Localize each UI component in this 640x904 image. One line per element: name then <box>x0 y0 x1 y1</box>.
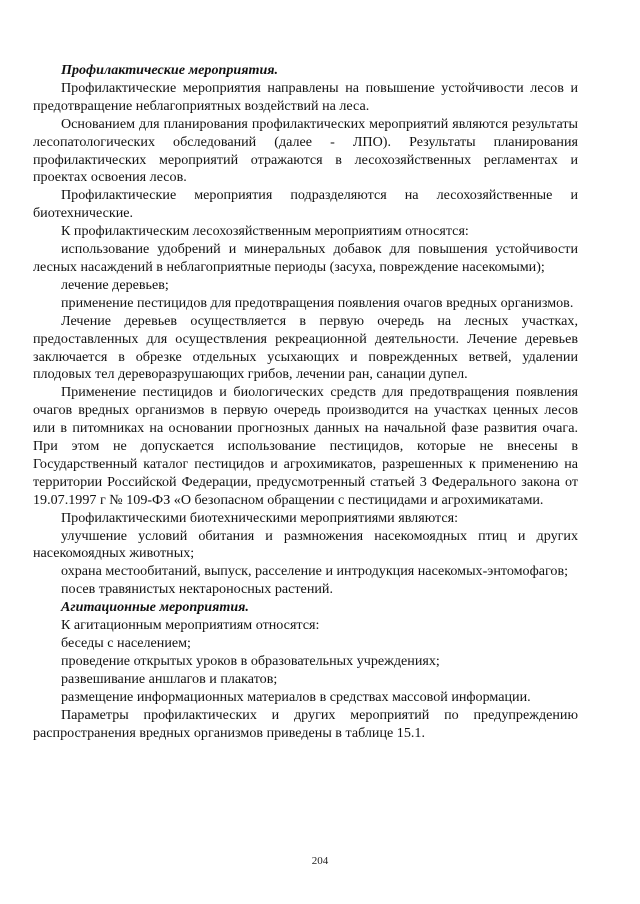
paragraph: Применение пестицидов и биологических средств для предотвращения появления очагов вредных организмов в первую очередь производится на участках ценных лесов или в питомниках на основании прогнозных данных на начальной фазе развития очага. При этом не допускается использование пестицидов, которые не внесены в Государственный каталог пестицидов и агрохимикатов, разрешенных к применению на территории Российской Федерации, предусмотренный статьей 3 Федерального закона от 19.07.1997 г № 109-ФЗ «О безопасном обращении с пестицидами и агрохимикатами. <box>33 384 578 508</box>
list-item: беседы с населением; <box>61 635 191 651</box>
paragraph: К профилактическим лесохозяйственным мероприятиям относятся: <box>61 223 469 240</box>
list-item: развешивание аншлагов и плакатов; <box>61 670 278 687</box>
paragraph: Лечение деревьев осуществляется в первую очередь на лесных участках, предоставленных для осуществления рекреационной деятельности. Лечение деревьев заключается в обрезке отдельных усыхающих и поврежденных ветвей, удалении плодовых тел дереворазрушающих грибов, лечении ран, санации дупел. <box>33 312 578 383</box>
list-item: посев травянистых нектароносных растений. <box>61 581 333 598</box>
paragraph: Профилактическими биотехническими мероприятиями являются: <box>61 509 459 526</box>
paragraph: Профилактические мероприятия направлены на повышение устойчивости лесов и предотвращение неблагоприятных воздействий на леса. <box>33 79 578 114</box>
list-item: улучшение условий обитания и размножения насекомоядных птиц и других насекомоядных животных; <box>33 527 578 562</box>
paragraph: К агитационным мероприятиям относятся: <box>61 617 320 634</box>
paragraph: Основанием для планирования профилактических мероприятий являются результаты лесопатологических обследований (далее - ЛПО). Результаты планирования профилактических мероприятий отражаются в лесохозяйственных регламентах и проектах освоения лесов. <box>33 115 578 186</box>
list-item: размещение информационных материалов в средствах массовой информации. <box>61 688 531 705</box>
list-item: охрана местообитаний, выпуск, расселение и интродукция насекомых-энтомофагов; <box>61 563 569 580</box>
list-item: применение пестицидов для предотвращения появления очагов вредных организмов. <box>61 294 574 311</box>
paragraph: Параметры профилактических и других мероприятий по предупреждению распространения вредных организмов приведены в таблице 15.1. <box>33 706 578 741</box>
page-number: 204 <box>311 855 329 867</box>
section-heading-agitation: Агитационные мероприятия. <box>61 599 249 616</box>
section-heading-prophylactic: Профилактические мероприятия. <box>61 62 279 78</box>
paragraph: Профилактические мероприятия подразделяются на лесохозяйственные и биотехнические. <box>33 187 578 222</box>
list-item: использование удобрений и минеральных добавок для повышения устойчивости лесных насаждений в неблагоприятные периоды (засуха, повреждение насекомыми); <box>33 241 578 275</box>
list-item: лечение деревьев; <box>61 276 169 293</box>
list-item: проведение открытых уроков в образовательных учреждениях; <box>61 652 440 669</box>
page-body <box>33 62 578 742</box>
